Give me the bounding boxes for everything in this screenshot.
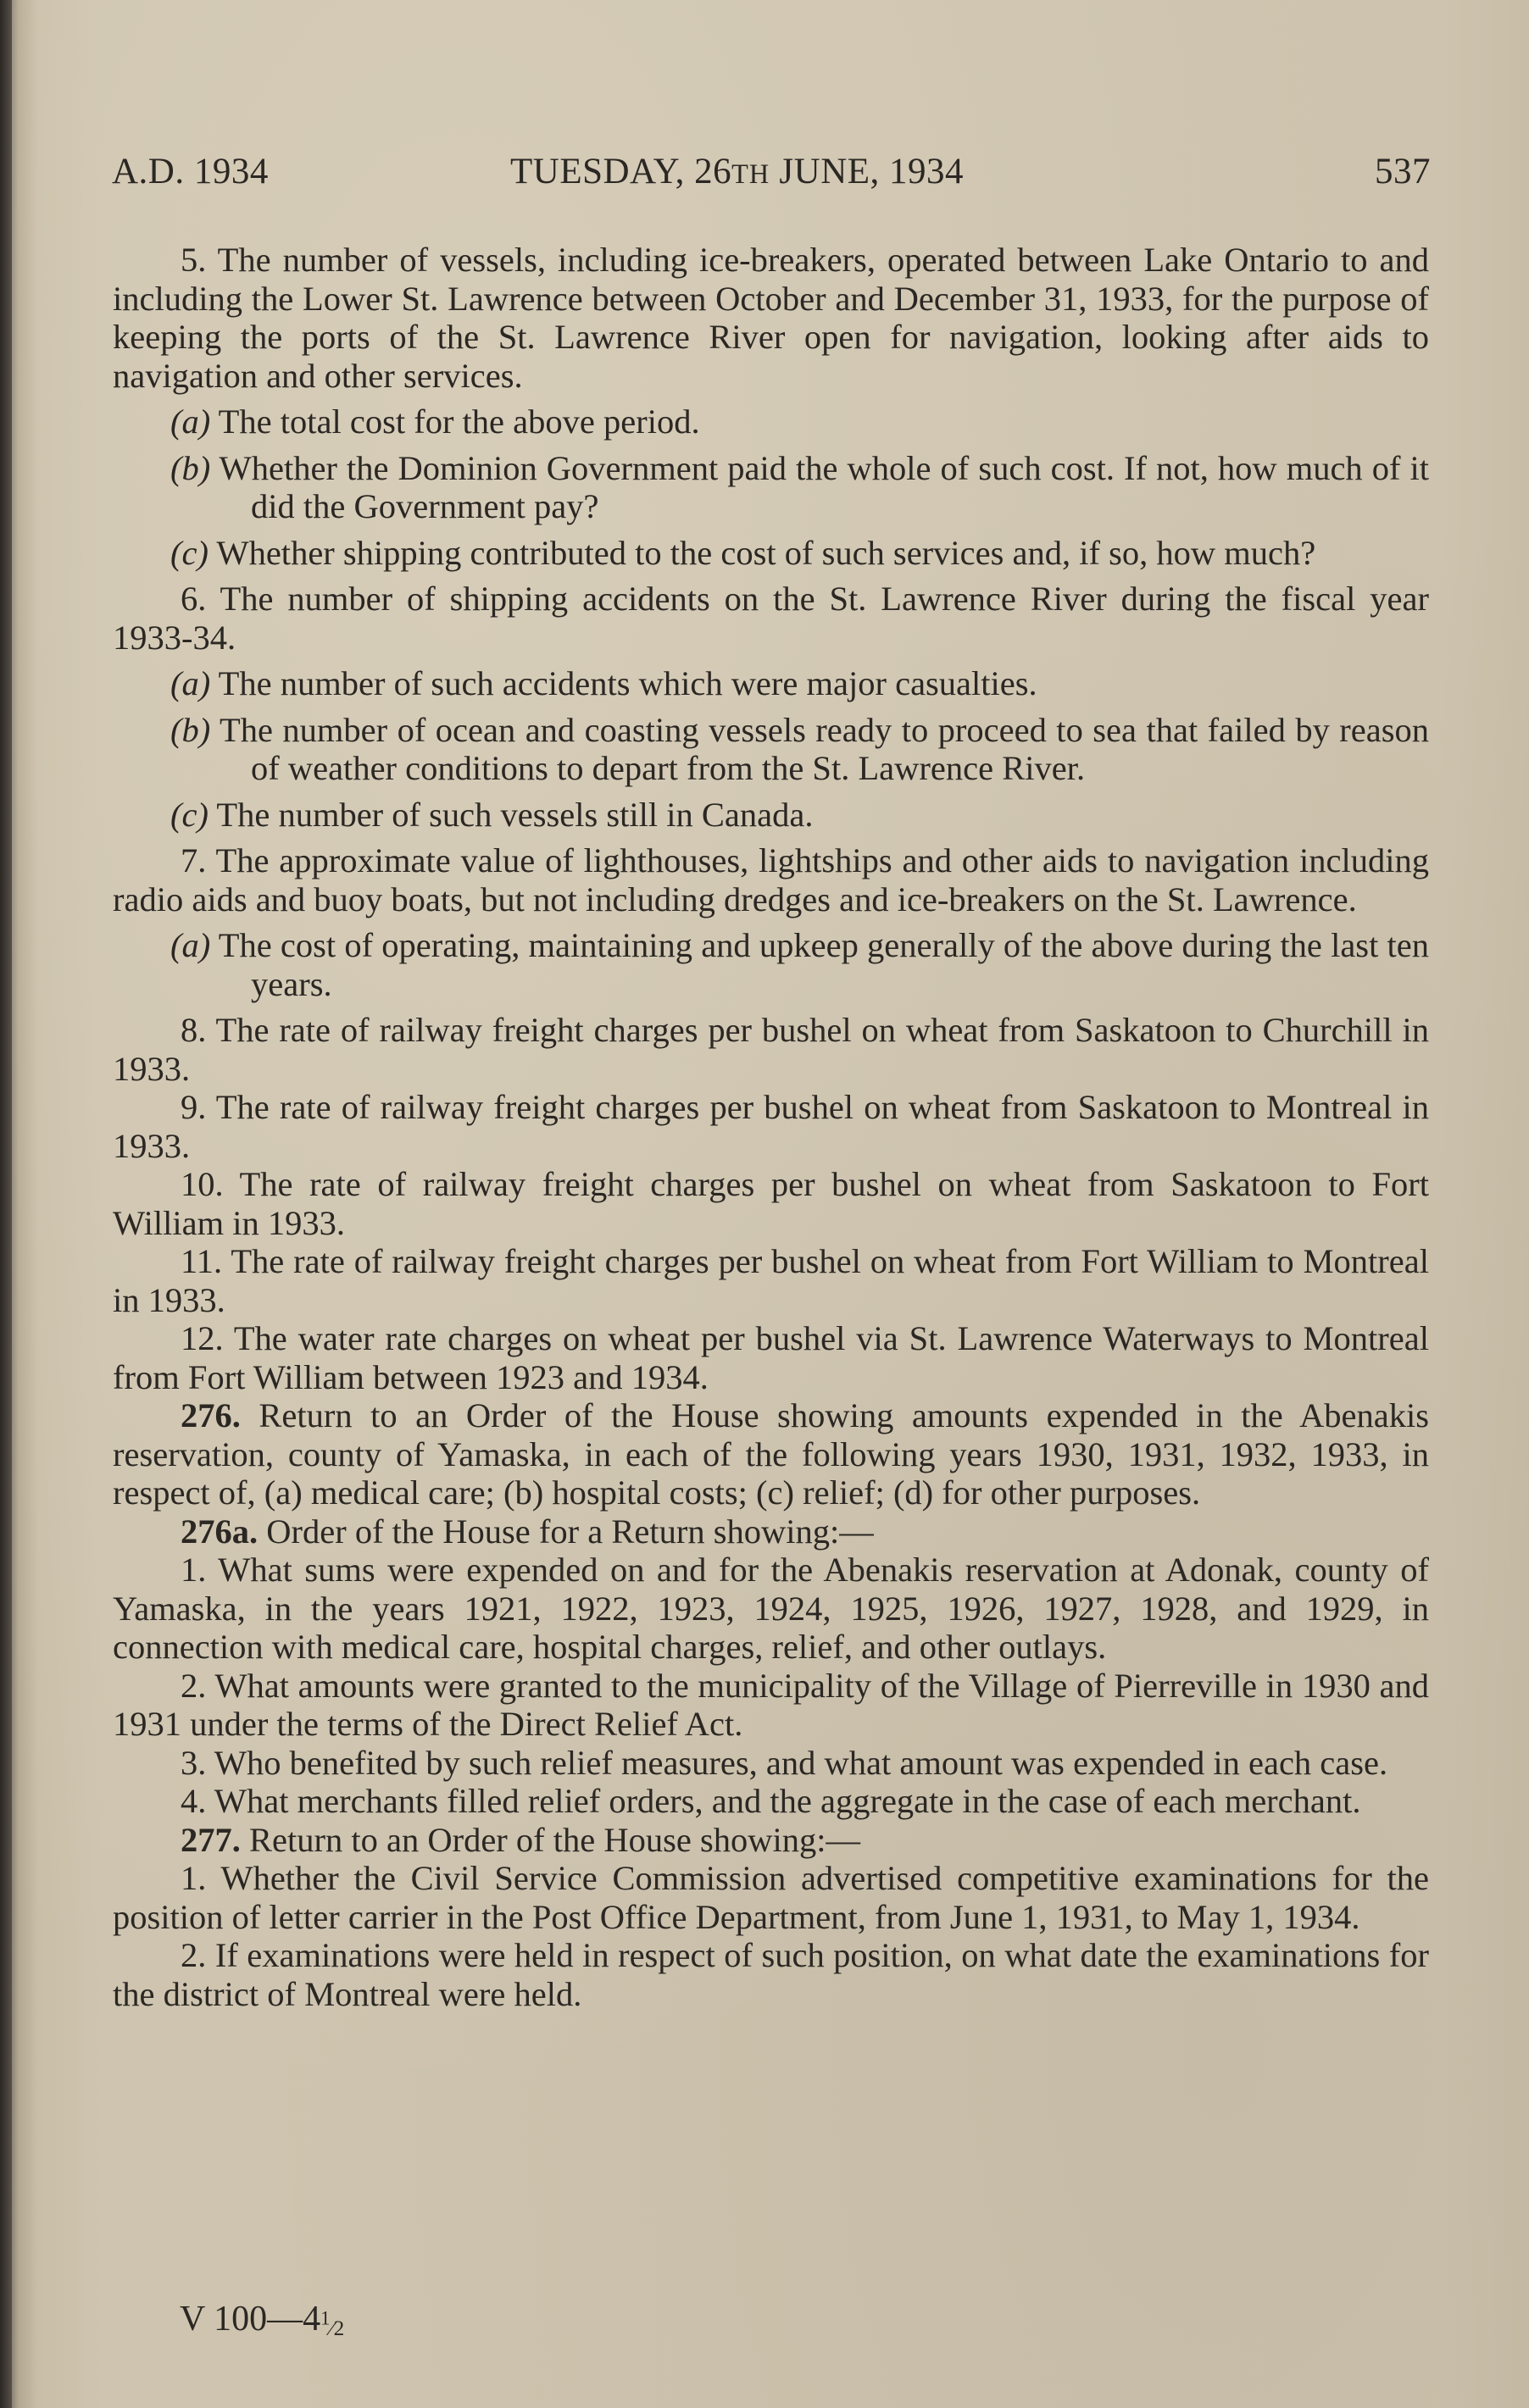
item-label: 2. [181,1666,207,1705]
item-text: If examinations were held in respect of such position, on what date the examinations for the district of Montreal were held. [113,1936,1429,2013]
header-date-day: TUESDAY, 26 [510,152,732,191]
return-text: Return to an Order of the House showing amounts expended in the Abenakis reservation, county of Yamaska, in each of the following years 1930, 1931, 1932, 1933, in respect of, (a) medical care; (b) hospital costs; (c) relief; (d) for other purposes. [113,1396,1429,1512]
item-text: What merchants filled relief orders, and the aggregate in the case of each merchant. [214,1782,1361,1820]
item-text: What sums were expended on and for the Abenakis reservation at Adonak, county of Yamaska, in the years 1921, 1922, 1923, 1924, 1925, 1926, 1927, 1928, and 1929, in connection with medical care, hospital charges, relief, and other outlays. [113,1551,1429,1666]
item-label: (a) [170,664,211,702]
running-header [112,151,1431,193]
item-label: (b) [170,710,211,749]
item-label: 2. [181,1936,207,1974]
return-276a [113,1512,1429,1551]
item-text: The total cost for the above period. [218,402,700,441]
item-text: The approximate value of lighthouses, lightships and other aids to navigation including radio aids and buoy boats, but not including dredges and ice-breakers on the St. Lawrence. [113,841,1429,918]
item-text: The number of vessels, including ice-breakers, operated between Lake Ontario to and including the Lower St. Lawrence between October and December 31, 1933, for the purpose of keeping the ports of the St. Lawrence River open for navigation, looking after aids to navigation and other services. [113,241,1429,395]
item-5b [113,449,1429,526]
return-276 [113,1396,1429,1512]
signature-mark [180,2299,344,2341]
item-label: 8. [181,1011,207,1049]
item-label: 1. [181,1551,207,1589]
item-label: 1. [181,1859,207,1897]
item-11 [113,1242,1429,1319]
item-277-2 [113,1936,1429,2013]
item-6c [113,796,1429,835]
item-10 [113,1165,1429,1242]
return-number: 277. [181,1820,241,1859]
item-label: 12. [181,1319,224,1357]
item-label: 10. [181,1165,224,1203]
item-7 [113,841,1429,918]
item-6b [113,711,1429,788]
item-5 [113,241,1429,395]
item-text: Who benefited by such relief measures, and what amount was expended in each case. [214,1743,1388,1782]
item-text: The number of shipping accidents on the St. Lawrence River during the fiscal year 1933-34. [113,580,1429,657]
return-277 [113,1821,1429,1860]
item-8 [113,1011,1429,1088]
item-5a [113,402,1429,441]
item-label: 3. [181,1743,207,1782]
page-body [113,241,1429,2013]
item-text: The rate of railway freight charges per bushel on wheat from Saskatoon to Churchill in 1933. [113,1011,1429,1088]
return-text: Order of the House for a Return showing:— [266,1512,874,1551]
signature-fraction: 1⁄2 [320,2307,345,2341]
fraction-numerator: 1 [320,2307,331,2329]
item-label: 9. [181,1088,207,1126]
header-date [510,151,964,192]
item-text: The number of such accidents which were major casualties. [218,664,1037,702]
item-text: The number of ocean and coasting vessels ready to proceed to sea that failed by reason of weather conditions to depart from the St. Lawrence River. [219,710,1429,787]
item-label: 6. [181,580,207,618]
header-date-rest: JUNE, 1934 [770,152,965,191]
item-276a-2 [113,1667,1429,1744]
item-text: Whether the Civil Service Commission advertised competitive examinations for the position of letter carrier in the Post Office Department, from June 1, 1931, to May 1, 1934. [113,1859,1429,1936]
item-5c [113,534,1429,573]
item-label: (c) [170,795,208,834]
item-text: Whether shipping contributed to the cost of such services and, if so, how much? [216,533,1316,572]
item-label: 5. [181,241,207,279]
header-date-suffix: TH [731,158,770,189]
item-276a-4 [113,1782,1429,1821]
item-text: The rate of railway freight charges per bushel on wheat from Saskatoon to Fort William in 1933. [113,1165,1429,1242]
item-7a [113,926,1429,1003]
item-label: (a) [170,926,211,964]
item-label: 7. [181,841,207,879]
item-label: (c) [170,533,208,572]
item-276a-3 [113,1744,1429,1783]
item-9 [113,1088,1429,1165]
item-label: 4. [181,1782,207,1820]
item-6 [113,580,1429,657]
item-text: Whether the Dominion Government paid the whole of such cost. If not, how much of it did the Government pay? [219,448,1429,525]
item-text: The cost of operating, maintaining and upkeep generally of the above during the last ten years. [218,926,1429,1003]
item-text: The rate of railway freight charges per bushel on wheat from Fort William to Montreal in 1933. [113,1242,1429,1319]
return-text: Return to an Order of the House showing:— [249,1820,860,1859]
item-label: 11. [181,1242,223,1280]
return-number: 276a. [181,1512,259,1551]
item-12 [113,1319,1429,1396]
item-label: (a) [170,402,211,441]
book-binding-edge [0,0,12,2408]
return-number: 276. [181,1396,241,1434]
item-text: The rate of railway freight charges per bushel on wheat from Saskatoon to Montreal in 1933. [113,1088,1429,1165]
item-276a-1 [113,1551,1429,1667]
item-text: The water rate charges on wheat per bushel via St. Lawrence Waterways to Montreal from Fort William between 1923 and 1934. [113,1319,1429,1396]
item-text: The number of such vessels still in Canada. [216,795,814,834]
item-277-1 [113,1859,1429,1936]
page-number: 537 [1375,152,1431,191]
item-label: (b) [170,448,211,487]
signature-text: V 100—4 [180,2300,321,2339]
item-6a [113,664,1429,703]
item-text: What amounts were granted to the municipality of the Village of Pierreville in 1930 and 1931 under the terms of the Direct Relief Act. [113,1666,1429,1743]
header-year: A.D. 1934 [112,152,269,191]
fraction-denominator: 2 [333,2317,345,2341]
